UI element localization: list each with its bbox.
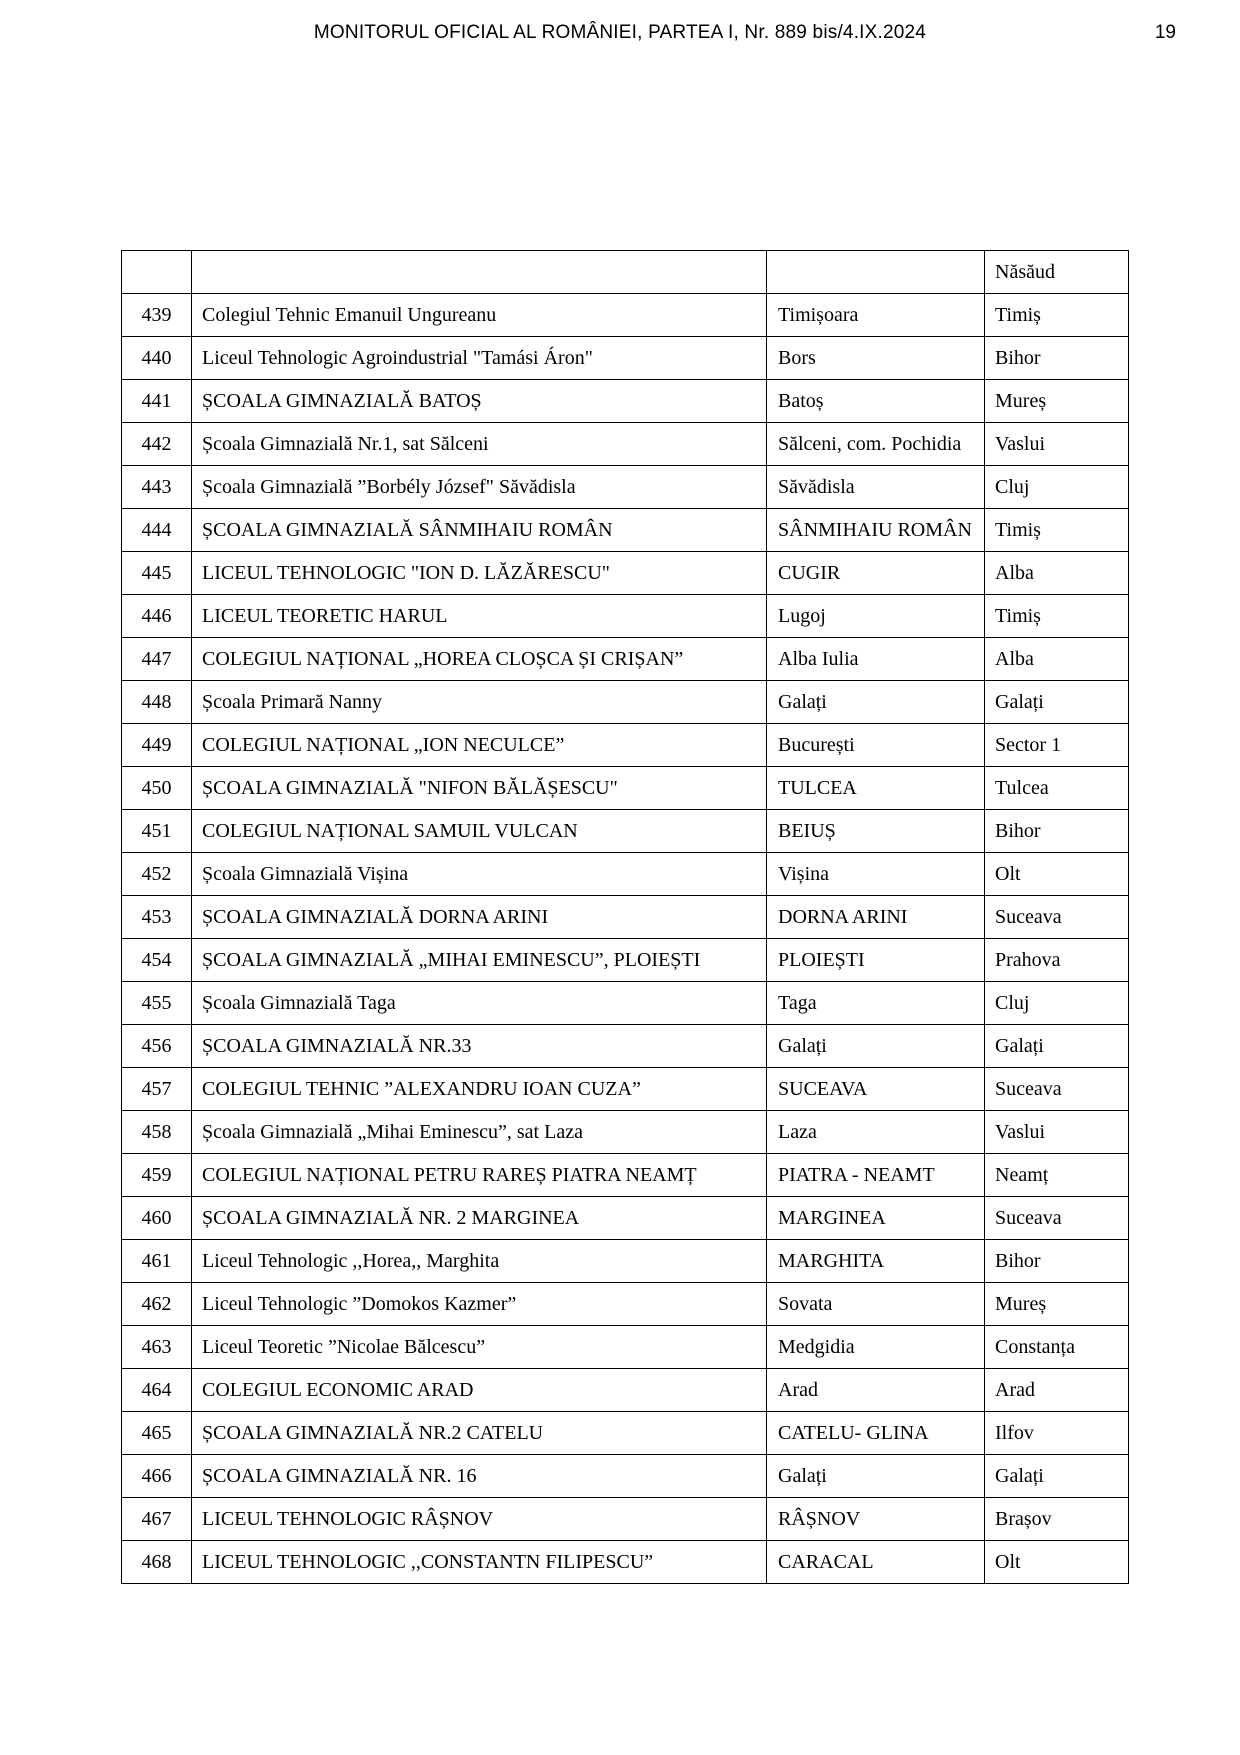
table-row [122, 509, 1129, 552]
county-cell: Bihor [985, 1240, 1129, 1283]
row-number-cell: 440 [122, 337, 192, 380]
table-row [122, 1025, 1129, 1068]
table-row [122, 380, 1129, 423]
row-number-cell: 449 [122, 724, 192, 767]
county-cell: Ilfov [985, 1412, 1129, 1455]
school-name-cell: ȘCOALA GIMNAZIALĂ NR.2 CATELU [192, 1412, 767, 1455]
county-cell: Cluj [985, 466, 1129, 509]
locality-cell: TULCEA [767, 767, 985, 810]
county-cell: Timiș [985, 509, 1129, 552]
publication-title: MONITORUL OFICIAL AL ROMÂNIEI, PARTEA I, Nr. 889 bis/4.IX.2024 [313, 22, 927, 43]
locality-cell: MARGHITA [767, 1240, 985, 1283]
school-name-cell: LICEUL TEORETIC HARUL [192, 595, 767, 638]
row-number-cell: 443 [122, 466, 192, 509]
table-row [122, 595, 1129, 638]
county-cell: Olt [985, 1541, 1129, 1584]
table-row [122, 939, 1129, 982]
school-name-cell: COLEGIUL NAȚIONAL „HOREA CLOȘCA ȘI CRIȘAN” [192, 638, 767, 681]
locality-cell: Laza [767, 1111, 985, 1154]
row-number-cell: 464 [122, 1369, 192, 1412]
county-cell: Constanța [985, 1326, 1129, 1369]
table-row [122, 1154, 1129, 1197]
table-row [122, 294, 1129, 337]
county-cell: Suceava [985, 1068, 1129, 1111]
school-name-cell: Școala Gimnazială Vișina [192, 853, 767, 896]
county-cell: Timiș [985, 595, 1129, 638]
school-name-cell [192, 251, 767, 294]
county-cell: Prahova [985, 939, 1129, 982]
locality-cell: Sălceni, com. Pochidia [767, 423, 985, 466]
table-row [122, 638, 1129, 681]
table-row [122, 1326, 1129, 1369]
page-header [0, 22, 1240, 52]
school-name-cell: COLEGIUL NAȚIONAL SAMUIL VULCAN [192, 810, 767, 853]
county-cell: Cluj [985, 982, 1129, 1025]
table-row [122, 853, 1129, 896]
school-name-cell: LICEUL TEHNOLOGIC "ION D. LĂZĂRESCU" [192, 552, 767, 595]
row-number-cell: 445 [122, 552, 192, 595]
row-number-cell: 465 [122, 1412, 192, 1455]
school-name-cell: COLEGIUL TEHNIC ”ALEXANDRU IOAN CUZA” [192, 1068, 767, 1111]
school-name-cell: ȘCOALA GIMNAZIALĂ NR. 2 MARGINEA [192, 1197, 767, 1240]
locality-cell: Alba Iulia [767, 638, 985, 681]
row-number-cell: 441 [122, 380, 192, 423]
locality-cell: SUCEAVA [767, 1068, 985, 1111]
row-number-cell: 439 [122, 294, 192, 337]
table-row [122, 337, 1129, 380]
table-row [122, 423, 1129, 466]
locality-cell: Galați [767, 1025, 985, 1068]
row-number-cell: 455 [122, 982, 192, 1025]
locality-cell: București [767, 724, 985, 767]
school-name-cell: COLEGIUL NAȚIONAL „ION NECULCE” [192, 724, 767, 767]
county-cell: Brașov [985, 1498, 1129, 1541]
locality-cell: Medgidia [767, 1326, 985, 1369]
school-name-cell: Școala Gimnazială Taga [192, 982, 767, 1025]
row-number-cell: 468 [122, 1541, 192, 1584]
table-row [122, 767, 1129, 810]
county-cell: Galați [985, 681, 1129, 724]
schools-table-body [122, 251, 1129, 1584]
school-name-cell: Școala Gimnazială Nr.1, sat Sălceni [192, 423, 767, 466]
row-number-cell: 467 [122, 1498, 192, 1541]
school-name-cell: Școala Primară Nanny [192, 681, 767, 724]
row-number-cell [122, 251, 192, 294]
school-name-cell: ȘCOALA GIMNAZIALĂ NR.33 [192, 1025, 767, 1068]
locality-cell: CATELU- GLINA [767, 1412, 985, 1455]
table-row [122, 724, 1129, 767]
schools-table [121, 250, 1129, 1584]
county-cell: Tulcea [985, 767, 1129, 810]
school-name-cell: LICEUL TEHNOLOGIC RÂȘNOV [192, 1498, 767, 1541]
locality-cell: DORNA ARINI [767, 896, 985, 939]
school-name-cell: ȘCOALA GIMNAZIALĂ SÂNMIHAIU ROMÂN [192, 509, 767, 552]
table-row [122, 552, 1129, 595]
school-name-cell: Liceul Teoretic ”Nicolae Bălcescu” [192, 1326, 767, 1369]
row-number-cell: 456 [122, 1025, 192, 1068]
county-cell: Alba [985, 552, 1129, 595]
locality-cell: PLOIEȘTI [767, 939, 985, 982]
county-cell: Olt [985, 853, 1129, 896]
school-name-cell: ȘCOALA GIMNAZIALĂ NR. 16 [192, 1455, 767, 1498]
row-number-cell: 460 [122, 1197, 192, 1240]
table-row [122, 466, 1129, 509]
school-name-cell: ȘCOALA GIMNAZIALĂ „MIHAI EMINESCU”, PLOIEȘTI [192, 939, 767, 982]
table-row [122, 982, 1129, 1025]
school-name-cell: Școala Gimnazială ”Borbély József" Săvădisla [192, 466, 767, 509]
county-cell: Neamț [985, 1154, 1129, 1197]
row-number-cell: 447 [122, 638, 192, 681]
row-number-cell: 448 [122, 681, 192, 724]
county-cell: Timiș [985, 294, 1129, 337]
locality-cell: SÂNMIHAIU ROMÂN [767, 509, 985, 552]
locality-cell: CUGIR [767, 552, 985, 595]
school-name-cell: Liceul Tehnologic ,,Horea,, Marghita [192, 1240, 767, 1283]
table-row [122, 1369, 1129, 1412]
county-cell: Suceava [985, 896, 1129, 939]
row-number-cell: 463 [122, 1326, 192, 1369]
school-name-cell: ȘCOALA GIMNAZIALĂ "NIFON BĂLĂȘESCU" [192, 767, 767, 810]
table-row [122, 1455, 1129, 1498]
county-cell: Vaslui [985, 1111, 1129, 1154]
row-number-cell: 462 [122, 1283, 192, 1326]
school-name-cell: COLEGIUL NAȚIONAL PETRU RAREȘ PIATRA NEAMȚ [192, 1154, 767, 1197]
locality-cell: RÂȘNOV [767, 1498, 985, 1541]
row-number-cell: 451 [122, 810, 192, 853]
row-number-cell: 453 [122, 896, 192, 939]
county-cell: Vaslui [985, 423, 1129, 466]
page-number: 19 [1154, 22, 1176, 43]
table-row [122, 681, 1129, 724]
school-name-cell: Liceul Tehnologic ”Domokos Kazmer” [192, 1283, 767, 1326]
county-cell: Galați [985, 1455, 1129, 1498]
row-number-cell: 461 [122, 1240, 192, 1283]
row-number-cell: 454 [122, 939, 192, 982]
locality-cell: Bors [767, 337, 985, 380]
locality-cell: Săvădisla [767, 466, 985, 509]
locality-cell [767, 251, 985, 294]
row-number-cell: 466 [122, 1455, 192, 1498]
locality-cell: Timișoara [767, 294, 985, 337]
county-cell: Mureș [985, 380, 1129, 423]
county-cell: Arad [985, 1369, 1129, 1412]
locality-cell: Batoș [767, 380, 985, 423]
table-row [122, 1498, 1129, 1541]
school-name-cell: LICEUL TEHNOLOGIC ,,CONSTANTN FILIPESCU” [192, 1541, 767, 1584]
row-number-cell: 452 [122, 853, 192, 896]
locality-cell: Lugoj [767, 595, 985, 638]
table-row [122, 1240, 1129, 1283]
locality-cell: Taga [767, 982, 985, 1025]
table-row [122, 1283, 1129, 1326]
county-cell: Alba [985, 638, 1129, 681]
county-cell: Mureș [985, 1283, 1129, 1326]
locality-cell: Galați [767, 681, 985, 724]
table-row [122, 1068, 1129, 1111]
row-number-cell: 450 [122, 767, 192, 810]
row-number-cell: 459 [122, 1154, 192, 1197]
table-row [122, 1541, 1129, 1584]
county-cell: Suceava [985, 1197, 1129, 1240]
school-name-cell: Școala Gimnazială „Mihai Eminescu”, sat Laza [192, 1111, 767, 1154]
school-name-cell: Liceul Tehnologic Agroindustrial "Tamási Áron" [192, 337, 767, 380]
locality-cell: CARACAL [767, 1541, 985, 1584]
county-cell: Bihor [985, 810, 1129, 853]
school-name-cell: COLEGIUL ECONOMIC ARAD [192, 1369, 767, 1412]
row-number-cell: 442 [122, 423, 192, 466]
county-cell: Bihor [985, 337, 1129, 380]
row-number-cell: 444 [122, 509, 192, 552]
locality-cell: Arad [767, 1369, 985, 1412]
table-row [122, 810, 1129, 853]
county-cell: Galați [985, 1025, 1129, 1068]
locality-cell: PIATRA - NEAMT [767, 1154, 985, 1197]
locality-cell: MARGINEA [767, 1197, 985, 1240]
row-number-cell: 457 [122, 1068, 192, 1111]
table-row [122, 896, 1129, 939]
table-row [122, 1111, 1129, 1154]
locality-cell: Vișina [767, 853, 985, 896]
county-cell: Năsăud [985, 251, 1129, 294]
locality-cell: Sovata [767, 1283, 985, 1326]
table-row [122, 1412, 1129, 1455]
locality-cell: BEIUȘ [767, 810, 985, 853]
county-cell: Sector 1 [985, 724, 1129, 767]
row-number-cell: 458 [122, 1111, 192, 1154]
locality-cell: Galați [767, 1455, 985, 1498]
table-row [122, 1197, 1129, 1240]
school-name-cell: Colegiul Tehnic Emanuil Ungureanu [192, 294, 767, 337]
row-number-cell: 446 [122, 595, 192, 638]
school-name-cell: ȘCOALA GIMNAZIALĂ BATOȘ [192, 380, 767, 423]
school-name-cell: ȘCOALA GIMNAZIALĂ DORNA ARINI [192, 896, 767, 939]
table-row [122, 251, 1129, 294]
